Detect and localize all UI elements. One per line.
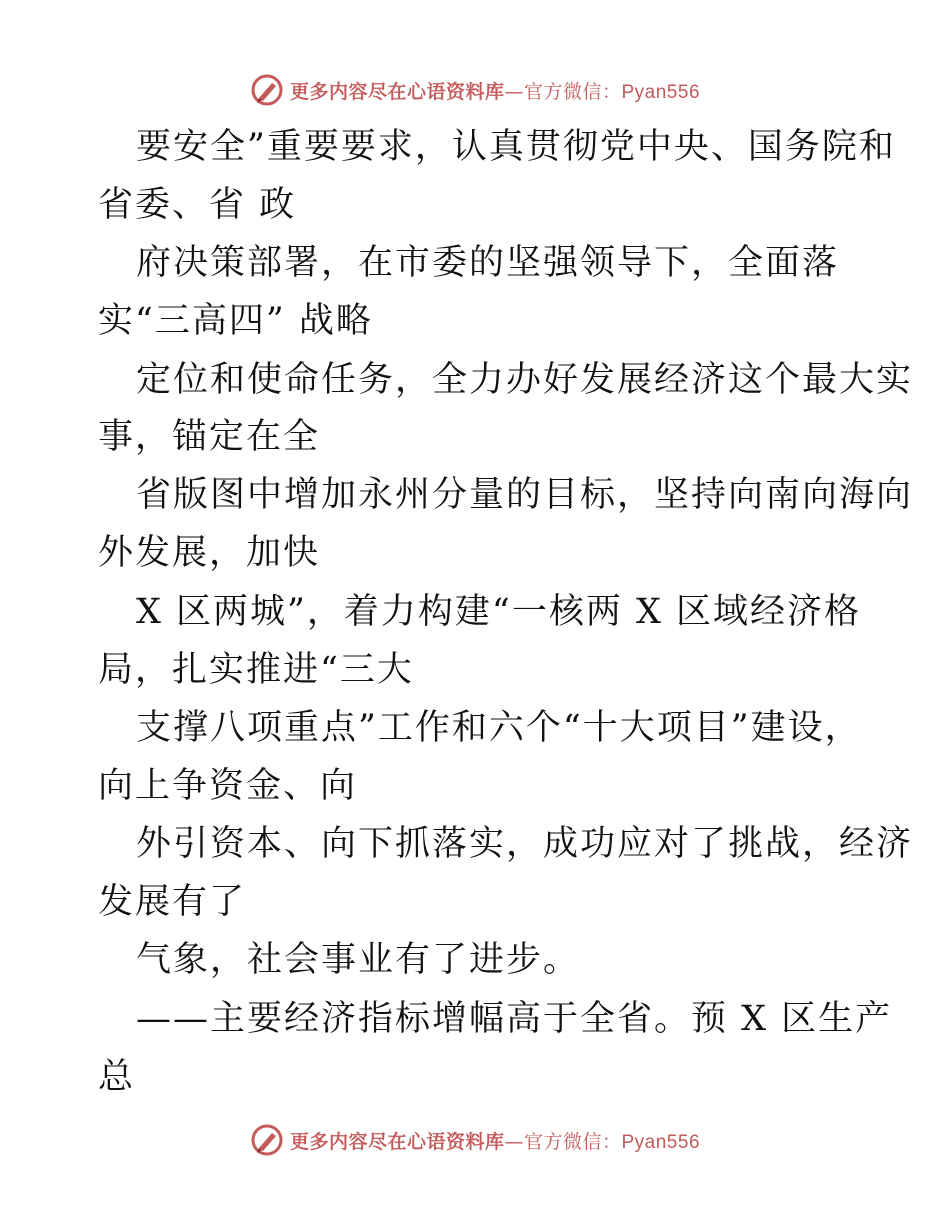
text-line: 府决策部署，在市委的坚强领导下，全面落 (136, 243, 840, 283)
text-line: 实“三高四” 战略 (98, 301, 373, 341)
watermark-dash: — (504, 80, 524, 103)
pen-logo-icon (250, 73, 284, 107)
footer-watermark (0, 1120, 950, 1160)
text-line: 省版图中增加永州分量的目标，坚持向南向海向 (136, 475, 914, 515)
watermark-dash: — (504, 1130, 524, 1153)
text-line: 局，扎实推进“三大 (98, 650, 414, 690)
watermark-cn: 更多内容尽在心语资料库 (289, 80, 505, 103)
text-line: 要安全”重要要求，认真贯彻党中央、国务院和 (136, 127, 896, 167)
watermark-cn: 更多内容尽在心语资料库 (289, 1130, 505, 1153)
text-line: X 区两城”，着力构建“一核两 X 区域经济格 (136, 592, 861, 632)
text-line: 省委、省 政 (98, 185, 297, 225)
watermark-id: Pyan556 (621, 81, 701, 103)
text-line: 总 (98, 1057, 136, 1097)
text-line: 事，锚定在全 (98, 417, 321, 457)
watermark-wechat: 官方微信： (523, 80, 622, 103)
text-line: 定位和使命任务，全力办好发展经济这个最大实 (136, 360, 914, 400)
text-line: 外发展，加快 (98, 533, 321, 573)
text-line: 支撑八项重点”工作和六个“十大项目”建设， (136, 708, 862, 748)
pen-logo-icon (250, 1123, 284, 1157)
text-line: 向上争资金、向 (98, 766, 358, 806)
header-watermark (0, 70, 950, 110)
text-line: 气象，社会事业有了进步。 (136, 940, 581, 980)
watermark-id: Pyan556 (621, 1131, 701, 1153)
watermark-text (290, 77, 700, 104)
text-line: ——主要经济指标增幅高于全省。预 X 区生产 (136, 999, 893, 1039)
text-line: 发展有了 (98, 882, 247, 922)
text-line: 外引资本、向下抓落实，成功应对了挑战，经济 (136, 824, 914, 864)
watermark-wechat: 官方微信： (523, 1130, 622, 1153)
watermark-text (290, 1127, 700, 1154)
